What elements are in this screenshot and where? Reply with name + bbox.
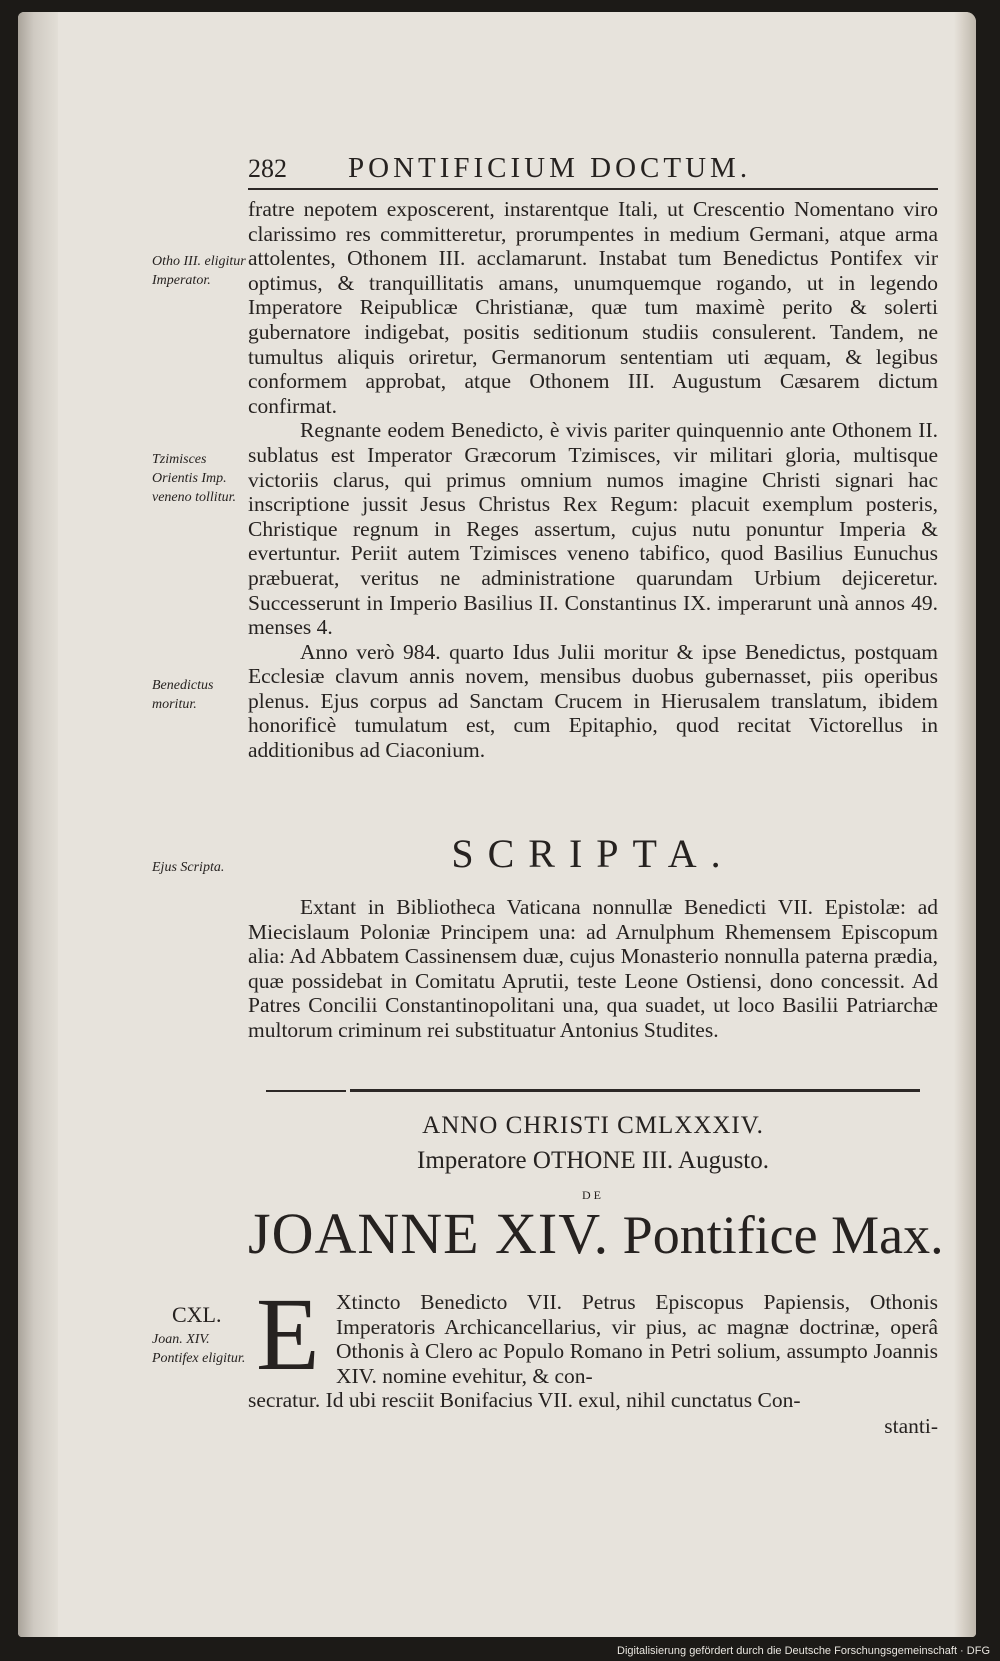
margin-note-joannes: Joan. XIV. Pontifex eligitur. — [152, 1332, 246, 1366]
paragraph-1: fratre nepotem exposcerent, instarentque Itali, ut Crescentio Nomentano viro clarissimo res committeretur, prorumpentes in medium Germani, atque arma attolentes, Othonem III. acclamarunt. Instabat tum Benedictus Pontifex vir optimus, & tranquillitatis amans, unumquemque rogando, ut in legendo Imperatore Reipublicæ Christianæ, quæ tum maximè perito & solerti gubernatore indigebat, positis seditionum studiis consulerent. Tandem, ne tumultus aliquis oriretur, Germanorum sententiam uti æquam, & legibus conformem approbat, atque Othonem III. Augustum Cæsarem dictum confirmat. — [248, 197, 938, 418]
paragraph-joannes-first: Xtincto Benedicto VII. Petrus Episcopus Papiensis, Othonis Imperatoris Archicancellarius, vir pius, ac magnæ doctrinæ, operâ Othonis à Clero ac Populo Romano in Petri solium, assumpto Joannis XIV. nomine evehitur, & con- — [336, 1290, 938, 1388]
imperatore-line: Imperatore OTHONE III. Augusto. — [417, 1147, 769, 1174]
body-text-scripta — [248, 895, 938, 1043]
paragraph-2: Regnante eodem Benedicto, è vivis pariter quinquennio ante Othonem II. sublatus est Imperator Græcorum Tzimisces, vir militari gloria, multisque victoriis clarus, qui primus omnium numos imagine Christi signari hac inscriptione jussit Jesus Christus Rex Regum: placuit exemplum posteris, Christique regnum in Reges assertum, cujus nutu ponuntur Imperia & evertuntur. Periit autem Tzimisces veneno tabifico, quod Basilius Eunuchus præbuerat, veritus ne administratione quarundam Urbium dejiceretur. Successerunt in Imperio Basilius II. Constantinus IX. imperarunt unà annos 49. menses 4. — [248, 418, 938, 640]
running-title: PONTIFICIUM DOCTUM. — [348, 152, 752, 184]
page-number: 282 — [248, 154, 287, 183]
divider-rule-long — [350, 1089, 920, 1092]
de-line: DE — [582, 1188, 604, 1202]
chapter-title-main: JOANNE XIV. — [248, 1201, 610, 1266]
margin-chapter-number: CXL. — [172, 1302, 222, 1327]
digitization-credit: Digitalisierung gefördert durch die Deutsche Forschungsgemeinschaft · DFG — [617, 1645, 990, 1657]
drop-cap: E — [256, 1277, 320, 1392]
section-heading-scripta: SCRIPTA. — [451, 831, 735, 876]
margin-note-scripta: Ejus Scripta. — [152, 860, 225, 875]
anno-line: ANNO CHRISTI CMLXXXIV. — [422, 1112, 764, 1139]
chapter-title-rest: Pontifice Max. — [622, 1205, 944, 1265]
chapter-title — [248, 1200, 944, 1267]
margin-note-benedictus: Benedictus moritur. — [152, 678, 214, 712]
running-head — [248, 148, 938, 190]
paragraph-3: Anno verò 984. quarto Idus Julii moritur & ipse Benedictus, postquam Ecclesiæ clavum annis novem, mensibus duobus gubernasset, piis operibus plenus. Ejus corpus ad Sanctam Crucem in Hierusalem translatum, ibidem honorificè tumulatum est, cum Epitaphio, quod recitat Victorellus in additionibus ad Ciaconium. — [248, 639, 938, 763]
page-binding-shadow — [18, 12, 58, 1637]
margin-note-tzimisces: Tzimisces Orientis Imp. veneno tollitur. — [152, 452, 236, 505]
paragraph-joannes-second: secratur. Id ubi resciit Bonifacius VII. exul, nihil cunctatus Con- — [248, 1388, 801, 1412]
margin-note-otho: Otho III. eligitur Imperator. — [152, 254, 246, 288]
catchword: stanti- — [884, 1414, 938, 1438]
page-edge — [954, 12, 976, 1637]
divider-rule-short — [266, 1090, 346, 1092]
body-text-top — [248, 197, 938, 763]
paragraph-scripta: Extant in Bibliotheca Vaticana nonnullæ Benedicti VII. Epistolæ: ad Miecislaum Poloniæ Principem una: ad Arnulphum Rhemensem Episcopum alia: Ad Abbatem Cassinensem duæ, cujus Monasterio nonnulla paterna prædia, quæ possidebat in Comitatu Aprutii, teste Leone Ostiensi, dono concessit. Ad Patres Concilii Constantinopolitani una, qua suadet, ut loco Basilii Patriarchæ multorum criminum rei substituatur Antonius Studites. — [248, 895, 938, 1042]
